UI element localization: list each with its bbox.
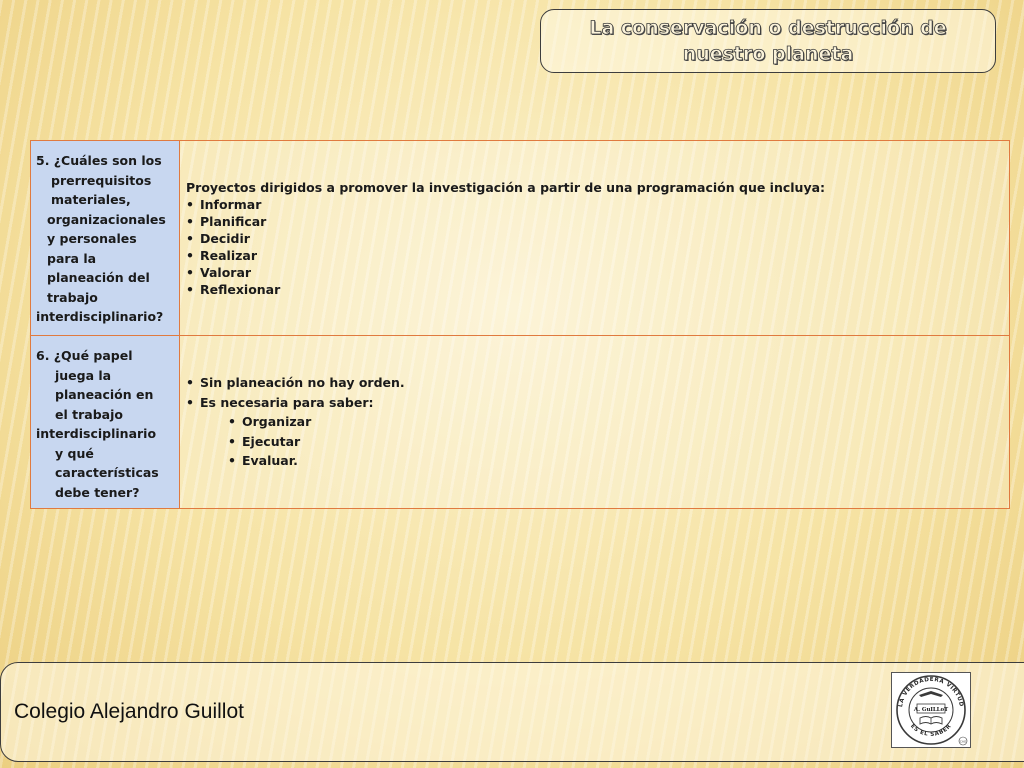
slide-title: La conservación o destrucción de nuestro planeta <box>589 17 947 65</box>
table-row <box>31 141 1010 336</box>
list-item: • Ejecutar <box>228 432 1003 452</box>
answer-cell <box>180 336 1010 509</box>
question-line: para la <box>47 250 97 266</box>
question-line: y qué <box>55 445 94 461</box>
answer-intro: Proyectos dirigidos a promover la investigación a partir de una programación que incluya: <box>186 179 826 195</box>
question-line: y personales <box>47 231 137 246</box>
question-cell <box>31 336 180 509</box>
question-line: el trabajo <box>55 406 123 422</box>
list-item: • Reflexionar <box>186 281 1003 298</box>
school-name: Colegio Alejandro Guillot <box>14 700 244 723</box>
question-line: planeación del <box>47 270 150 285</box>
question-line: 6. ¿Qué papel <box>36 348 133 363</box>
title-box <box>540 9 996 73</box>
question-line: debe tener? <box>55 484 140 500</box>
list-item: • Valorar <box>186 264 1003 281</box>
list-item: • Decidir <box>186 230 1003 247</box>
list-item: • Informar <box>186 196 1003 213</box>
list-item: • Sin planeación no hay orden. <box>186 373 1003 393</box>
table-row <box>31 336 1010 509</box>
list-item: • Organizar <box>228 412 1003 432</box>
question-line: trabajo <box>47 289 98 305</box>
answer-bullet-list <box>186 196 1003 298</box>
question-line: planeación en <box>55 387 154 402</box>
question-line: interdisciplinario? <box>36 309 164 324</box>
answer-cell <box>180 141 1010 336</box>
logo-bottom-text: ES EL SABER <box>909 723 953 738</box>
logo-badge-text: CAG <box>959 739 967 744</box>
logo-center-text: A. GuILLoT <box>913 707 949 713</box>
question-line: materiales, <box>51 192 131 207</box>
logo-top-text: LA VERDADERA VIRTUD <box>898 676 964 708</box>
question-line: juega la <box>55 367 112 383</box>
question-line: características <box>55 465 159 480</box>
school-seal-icon <box>892 673 970 747</box>
question-line: prerrequisitos <box>51 172 152 188</box>
sub-bullet-list <box>186 412 1003 471</box>
eagle-icon <box>919 691 943 697</box>
qa-table <box>30 140 1010 509</box>
list-item: • Es necesaria para saber: <box>186 393 1003 413</box>
school-logo <box>891 672 971 748</box>
question-cell <box>31 141 180 336</box>
list-item: • Realizar <box>186 247 1003 264</box>
answer-bullet-list <box>186 373 1003 412</box>
question-line: interdisciplinario <box>36 426 157 441</box>
list-item: • Planificar <box>186 213 1003 230</box>
question-line: organizacionales <box>47 211 166 227</box>
question-line: 5. ¿Cuáles son los <box>36 153 162 168</box>
list-item: • Evaluar. <box>228 451 1003 471</box>
